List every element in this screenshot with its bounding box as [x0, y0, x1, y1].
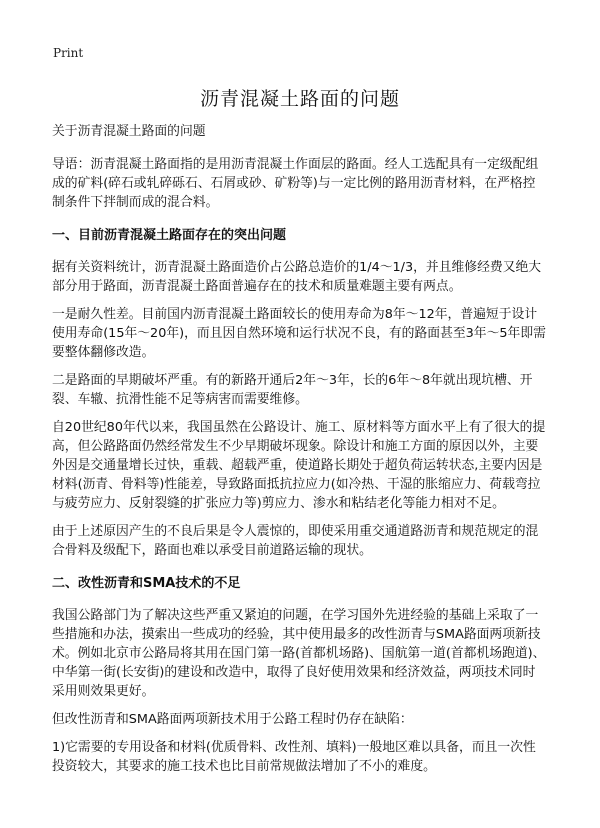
section-2-heading: 二、改性沥青和SMA技术的不足 [52, 576, 241, 591]
section-2-paragraph: 1)它需要的专用设备和材料(优质骨料、改性剂、填料)一般地区难以具备，而且一次性投资较大，其要求的施工技术也比目前常规做法增加了不小的难度。 [52, 740, 536, 774]
section-1-paragraph: 据有关资料统计，沥青混凝土路面造价占公路总造价的1/4～1/3，并且维修经费又绝大部分用于路面，沥青混凝土路面普遍存在的技术和质量难题主要有两点。 [52, 260, 542, 294]
print-link[interactable]: Print [53, 46, 84, 60]
page-title: 沥青混凝土路面的问题 [199, 88, 400, 110]
section-1-paragraph: 一是耐久性差。目前国内沥青混凝土路面较长的使用寿命为8年～12年，普遍短于设计使用寿命(15年～20年)，而且因自然环境和运行状况不良，有的路面甚至3年～5年即需要整体翻修改造。 [52, 307, 546, 360]
intro-paragraph: 导语：沥青混凝土路面指的是用沥青混凝土作面层的路面。经人工选配具有一定级配组成的矿料(碎石或轧碎砾石、石屑或砂、矿粉等)与一定比例的路用沥青材料，在严格控制条件下拌制而成的混合料。 [52, 157, 539, 210]
section-1-heading: 一、目前沥青混凝土路面存在的突出问题 [52, 228, 287, 243]
document-subtitle: 关于沥青混凝土路面的问题 [52, 124, 206, 139]
section-1-paragraph: 由于上述原因产生的不良后果是令人震惊的，即使采用重交通道路沥青和规范规定的混合骨料及级配下，路面也难以承受目前道路运输的现状。 [52, 524, 539, 558]
section-1-paragraph: 自20世纪80年代以来，我国虽然在公路设计、施工、原材料等方面水平上有了很大的提高，但公路路面仍然经常发生不少早期破坏现象。除设计和施工方面的原因以外，主要外因是交通量增长过快，重载、超载严重，使道路长期处于超负荷运转状态,主要内因是材料(沥青、骨料等)性能差，导致路面抵抗拉应力(如冷热、干湿的胀缩应力、荷载弯拉与疲劳应力、反射裂缝的扩张应力等)剪应力、渗水和粘结老化等能力相对不足。 [52, 420, 546, 511]
section-2-paragraph: 但改性沥青和SMA路面两项新技术用于公路工程时仍存在缺陷： [52, 712, 413, 727]
section-1-paragraph: 二是路面的早期破坏严重。有的新路开通后2年～3年，长的6年～8年就出现坑槽、开裂、车辙、抗滑性能不足等病害而需要维修。 [52, 373, 533, 407]
document-body [52, 122, 548, 776]
section-2-paragraph: 我国公路部门为了解决这些严重又紧迫的问题，在学习国外先进经验的基础上采取了一些措施和办法，摸索出一些成功的经验，其中使用最多的改性沥青与SMA路面两项新技术。例如北京市公路局将其用在国门第一路(首都机场路)、国航第一道(首都机场跑道)、中华第一街(长安街)的建设和改造中，取得了良好使用效果和经济效益，两项技术同时采用则效果更好。 [52, 608, 546, 699]
